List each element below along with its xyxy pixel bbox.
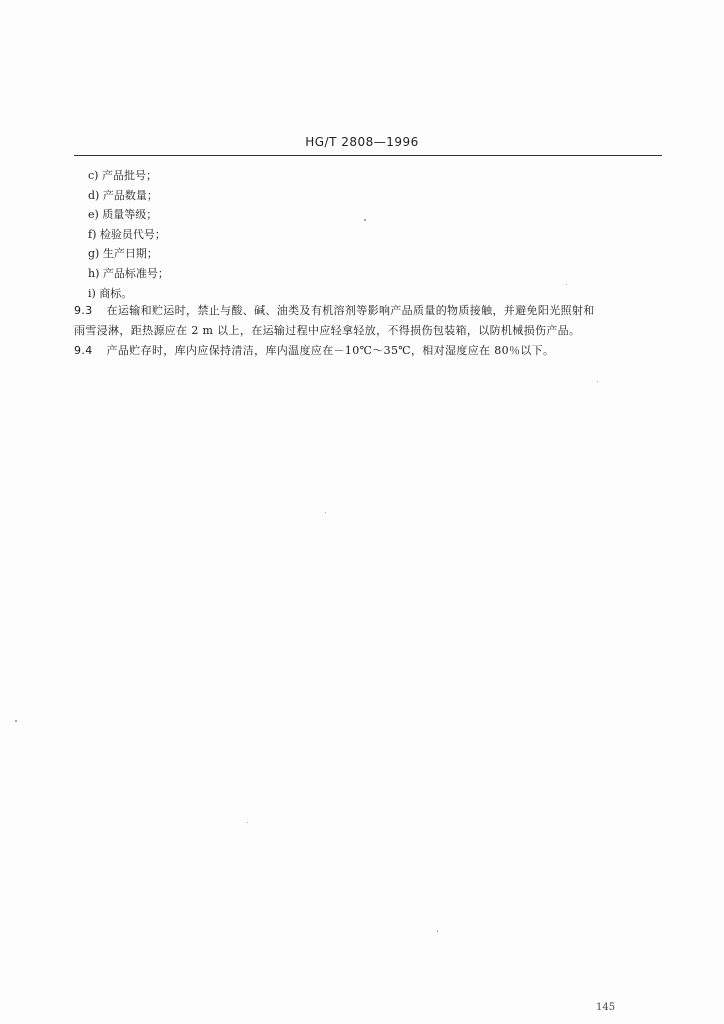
list-item: g) 生产日期； <box>88 247 158 261</box>
list-item: i) 商标。 <box>88 286 133 300</box>
scan-speck <box>597 381 598 382</box>
section-9-4-paragraph <box>74 341 664 361</box>
scan-speck <box>325 512 326 513</box>
marking-items-list <box>88 166 169 303</box>
section-9-4-text: 产品贮存时，库内应保持清洁，库内温度应在－10℃～35℃，相对湿度应在 80％以下。 <box>106 344 555 357</box>
scan-speck <box>364 219 366 221</box>
scan-speck <box>566 284 567 285</box>
list-item: e) 质量等级； <box>88 208 158 222</box>
section-9-3-line-1 <box>74 301 664 321</box>
section-9-4-line <box>74 341 664 361</box>
section-number: 9.4 <box>74 344 93 357</box>
section-9-3-paragraph <box>74 301 664 340</box>
standard-number-header: HG/T 2808—1996 <box>305 135 419 149</box>
list-item: c) 产品批号； <box>88 169 157 182</box>
page-number: 145 <box>596 1002 616 1013</box>
section-number: 9.3 <box>74 304 93 317</box>
scan-speck <box>437 930 438 932</box>
list-item: h) 产品标准号； <box>88 266 169 280</box>
list-item: f) 检验员代号； <box>88 227 166 241</box>
header-rule <box>74 155 662 156</box>
section-9-3-line-2: 雨雪浸淋，距热源应在 2 m 以上，在运输过程中应轻拿轻放，不得损伤包装箱，以防机械损伤产品。 <box>74 323 581 337</box>
scan-speck <box>15 720 17 722</box>
scan-speck <box>247 822 248 823</box>
list-item: d) 产品数量； <box>88 188 158 202</box>
section-9-3-text-1: 在运输和贮运时，禁止与酸、碱、油类及有机溶剂等影响产品质量的物质接触，并避免阳光照射和 <box>106 304 595 317</box>
